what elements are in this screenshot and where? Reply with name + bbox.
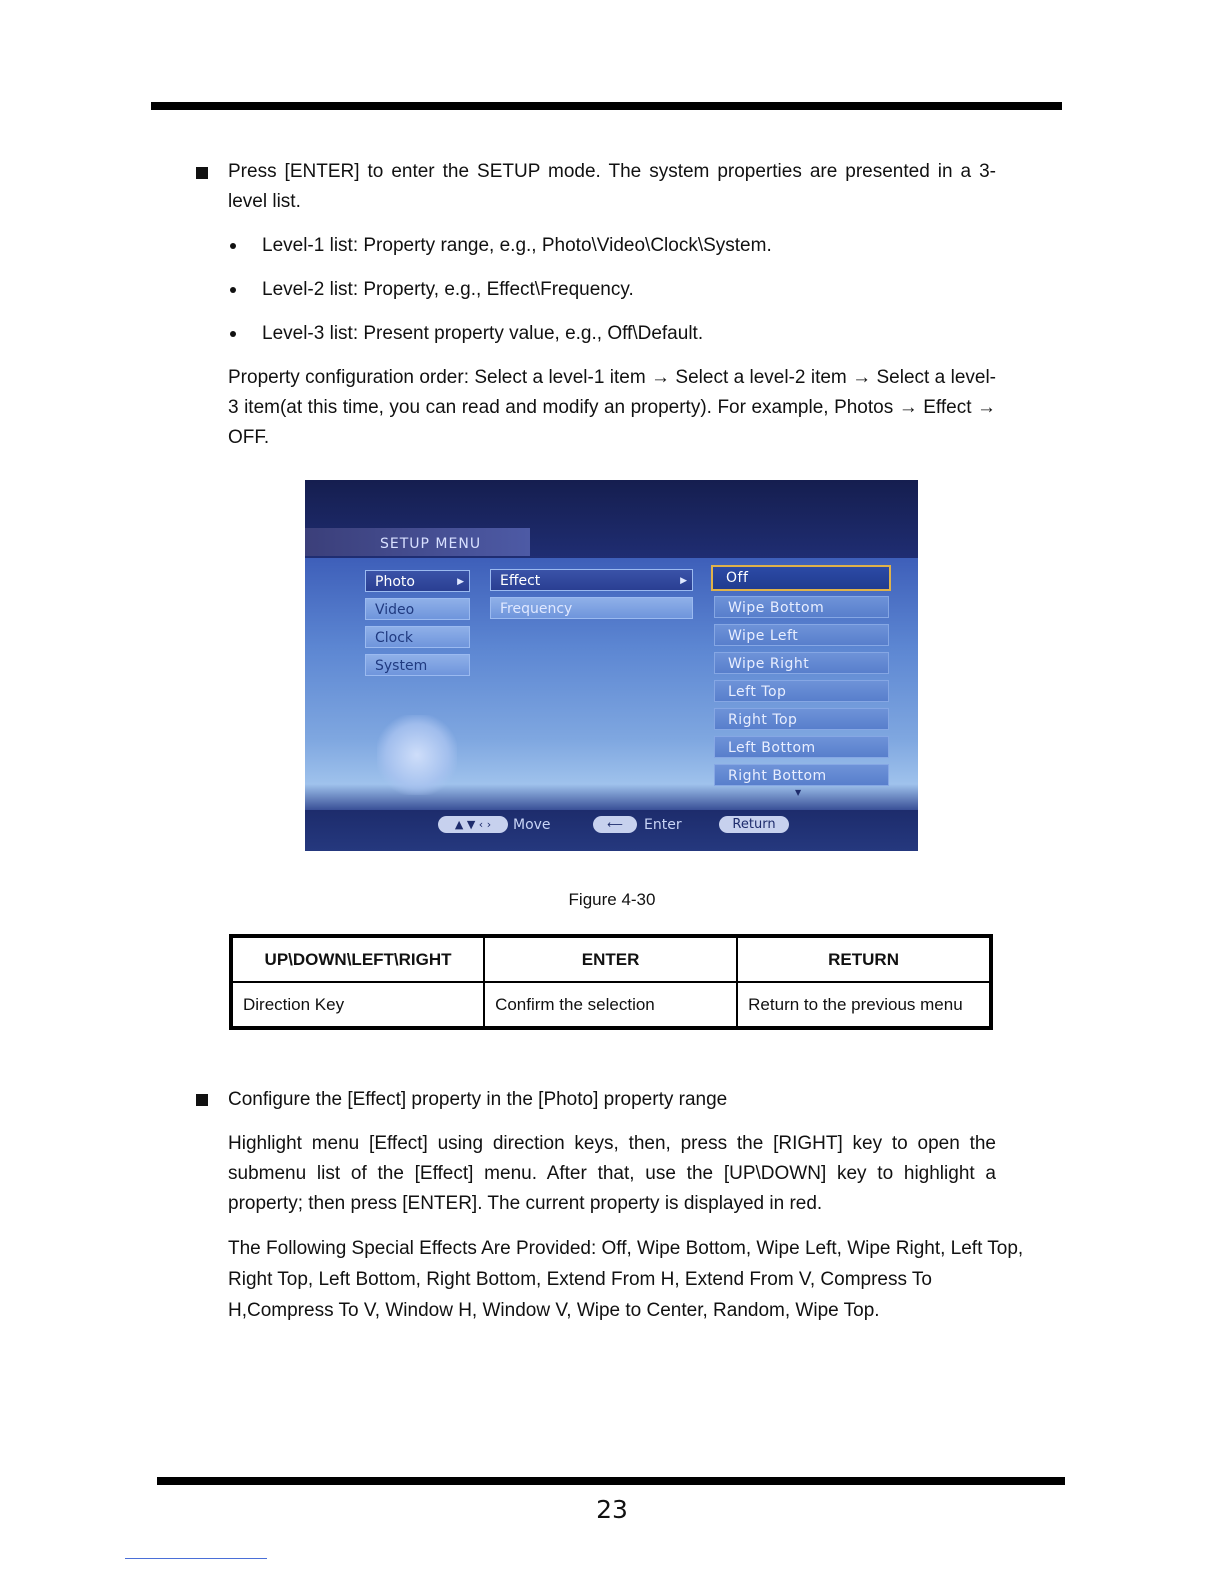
figure-caption: Figure 4-30 xyxy=(568,890,656,909)
page-number: 23 xyxy=(596,1495,628,1524)
chevron-right-icon: ▶ xyxy=(457,577,464,587)
square-bullet xyxy=(196,1094,208,1106)
effects-list-paragraph: The Following Special Effects Are Provided: Off, Wipe Bottom, Wipe Left, Wipe Right, Left Top, Right Top, Left Bottom, Right Bottom, Extend From H, Extend From V, Compress To H,Compress To V, Window H, Window V, Wipe to Center, Random, Wipe Top. xyxy=(228,1238,1024,1321)
table-header: UP\DOWN\LEFT\RIGHT xyxy=(231,936,484,982)
setup-menu-title: SETUP MENU xyxy=(380,536,482,552)
enter-key-icon: ⟵ xyxy=(593,816,637,833)
arrow-keys-icon: ▲ ▼ ‹ › xyxy=(438,816,508,833)
bullet-level2: Level-2 list: Property, e.g., Effect\Frequency. xyxy=(262,279,634,300)
section-body: Highlight menu [Effect] using direction keys, then, press the [RIGHT] key to open the submenu list of the [Effect] menu. After that, use the [UP\DOWN] key to highlight a property; then press [ENTER]. The current property is displayed in red. xyxy=(228,1133,996,1214)
hint-enter: Enter xyxy=(644,817,682,833)
footer-rule xyxy=(157,1477,1065,1485)
menu-item-effect[interactable] xyxy=(490,569,693,591)
menu-item-clock[interactable] xyxy=(365,626,470,648)
bullet-level3: Level-3 list: Present property value, e.g., Off\Default. xyxy=(262,323,704,344)
chevron-right-icon: ▶ xyxy=(680,576,687,586)
option-right-bottom[interactable]: Right Bottom xyxy=(714,764,889,786)
footer-link-line xyxy=(125,1558,267,1559)
menu-item-label: Frequency xyxy=(500,601,573,617)
table-header-row xyxy=(231,936,991,982)
menu-item-label: System xyxy=(375,658,428,674)
option-left-bottom[interactable]: Left Bottom xyxy=(714,736,889,758)
hint-return: Return xyxy=(719,816,789,833)
menu-item-label: Photo xyxy=(375,574,415,590)
menu-item-video[interactable] xyxy=(365,598,470,620)
menu-item-label: Effect xyxy=(500,573,541,589)
table-row xyxy=(231,982,991,1028)
table-header: ENTER xyxy=(484,936,737,982)
option-wipe-left[interactable]: Wipe Left xyxy=(714,624,889,646)
setup-menu-screenshot xyxy=(305,480,918,851)
bullet-level1: Level-1 list: Property range, e.g., Photo\Video\Clock\System. xyxy=(262,235,772,256)
table-header: RETURN xyxy=(737,936,991,982)
config-order-paragraph: Property configuration order: Select a level-1 item → Select a level-2 item → Select a level-3 item(at this time, you can read and modify an property). For example, Photos → Effect → OFF. xyxy=(228,367,996,448)
section-heading: Configure the [Effect] property in the [Photo] property range xyxy=(228,1089,728,1110)
menu-item-label: Video xyxy=(375,602,415,618)
scroll-down-icon: ▼ xyxy=(795,788,802,797)
key-function-table xyxy=(229,934,993,1030)
menu-item-system[interactable] xyxy=(365,654,470,676)
hint-move: Move xyxy=(513,817,551,833)
dot-bullet xyxy=(230,287,236,293)
dot-bullet xyxy=(230,331,236,337)
option-off[interactable]: Off xyxy=(711,565,891,591)
table-cell: Direction Key xyxy=(231,982,484,1028)
intro-paragraph: Press [ENTER] to enter the SETUP mode. The system properties are presented in a 3-level list. xyxy=(228,161,996,212)
menu-item-photo[interactable] xyxy=(365,570,470,592)
flower-logo-icon xyxy=(377,715,457,795)
dot-bullet xyxy=(230,243,236,249)
menu-item-frequency[interactable] xyxy=(490,597,693,619)
square-bullet xyxy=(196,167,208,179)
menu-item-label: Clock xyxy=(375,630,414,646)
table-cell: Return to the previous menu xyxy=(737,982,991,1028)
option-right-top[interactable]: Right Top xyxy=(714,708,889,730)
header-rule xyxy=(151,102,1062,110)
option-wipe-right[interactable]: Wipe Right xyxy=(714,652,889,674)
table-cell: Confirm the selection xyxy=(484,982,737,1028)
option-left-top[interactable]: Left Top xyxy=(714,680,889,702)
option-wipe-bottom[interactable]: Wipe Bottom xyxy=(714,596,889,618)
